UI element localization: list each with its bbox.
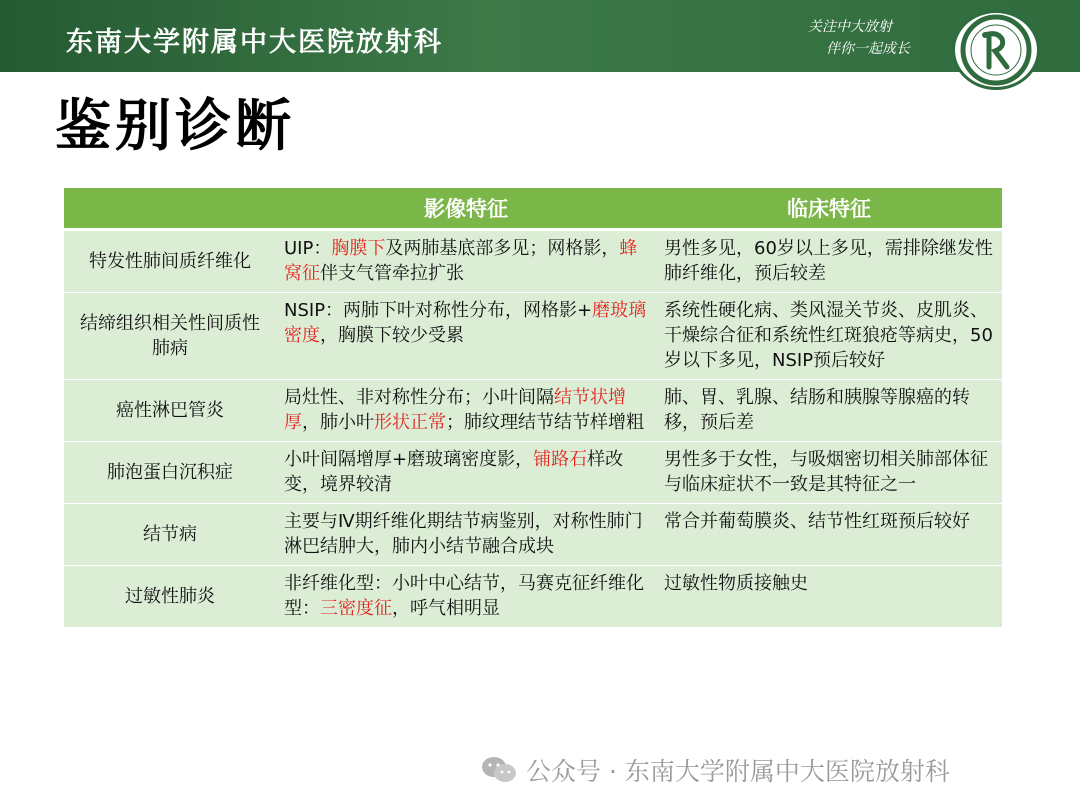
- highlight-text: 形状正常: [374, 412, 446, 433]
- disease-name: 癌性淋巴管炎: [64, 380, 276, 442]
- imaging-features: [276, 442, 656, 504]
- page-title: 鉴别诊断: [55, 94, 295, 159]
- highlight-text: 蜂窝征: [284, 238, 638, 284]
- footer-text: 公众号 · 东南大学附属中大医院放射科: [526, 757, 950, 786]
- disease-name: 特发性肺间质纤维化: [64, 230, 276, 293]
- header-bar: [0, 0, 1080, 72]
- clinical-features: 常合并葡萄膜炎、结节性红斑预后较好: [656, 504, 1002, 566]
- clinical-features: 系统性硬化病、类风湿关节炎、皮肌炎、干燥综合征和系统性红斑狼疮等病史，50岁以下多见，NSIP预后较好: [656, 293, 1002, 380]
- table-row: [64, 380, 1002, 442]
- disease-name: 过敏性肺炎: [64, 566, 276, 628]
- table-row: [64, 293, 1002, 380]
- clinical-features: 肺、胃、乳腺、结肠和胰腺等腺癌的转移，预后差: [656, 380, 1002, 442]
- table-row: [64, 566, 1002, 628]
- plain-text: ，胸膜下较少受累: [320, 325, 464, 346]
- hospital-logo-icon: [952, 10, 1040, 90]
- plain-text: ，呼气相明显: [392, 598, 500, 619]
- highlight-text: 铺路石: [533, 449, 588, 470]
- table-row: [64, 230, 1002, 293]
- imaging-features: [276, 293, 656, 380]
- disease-name: 结缔组织相关性间质性肺病: [64, 293, 276, 380]
- differential-diagnosis-table: [64, 188, 1002, 628]
- plain-text: NSIP：两肺下叶对称性分布，网格影+: [284, 300, 593, 321]
- wechat-icon: [480, 754, 518, 786]
- slogan: [808, 16, 910, 60]
- header-clinical: 临床特征: [656, 188, 1002, 230]
- plain-text: 非纤维化型：小叶中心结节，马赛克征纤维化型：: [284, 573, 644, 619]
- table-header-row: [64, 188, 1002, 230]
- imaging-features: [276, 566, 656, 628]
- plain-text: 局灶性、非对称性分布；小叶间隔: [284, 387, 554, 408]
- table-row: [64, 504, 1002, 566]
- header-imaging: 影像特征: [276, 188, 656, 230]
- clinical-features: 男性多于女性，与吸烟密切相关肺部体征与临床症状不一致是其特征之一: [656, 442, 1002, 504]
- clinical-features: 过敏性物质接触史: [656, 566, 1002, 628]
- disease-name: 肺泡蛋白沉积症: [64, 442, 276, 504]
- highlight-text: 结节状增厚: [284, 387, 626, 433]
- imaging-features: [276, 380, 656, 442]
- clinical-features: 男性多见，60岁以上多见，需排除继发性肺纤维化，预后较差: [656, 230, 1002, 293]
- imaging-features: [276, 230, 656, 293]
- highlight-text: 胸膜下: [331, 238, 386, 259]
- plain-text: 样改变，境界较清: [284, 449, 624, 495]
- plain-text: ；肺纹理结节结节样增粗: [446, 412, 644, 433]
- header-empty: [64, 188, 276, 230]
- plain-text: 及两肺基底部多见；网格影，: [385, 238, 620, 259]
- department-name: 东南大学附属中大医院放射科: [66, 27, 443, 58]
- plain-text: 主要与Ⅳ期纤维化期结节病鉴别，对称性肺门淋巴结肿大，肺内小结节融合成块: [284, 511, 643, 557]
- slogan-line-1: 关注中大放射: [808, 19, 892, 35]
- plain-text: ，肺小叶: [302, 412, 374, 433]
- footer-watermark: [480, 752, 950, 788]
- highlight-text: 三密度征: [320, 598, 392, 619]
- disease-name: 结节病: [64, 504, 276, 566]
- plain-text: 小叶间隔增厚+磨玻璃密度影，: [284, 449, 534, 470]
- highlight-text: 磨玻璃密度: [284, 300, 647, 346]
- slogan-line-2: 伴你一起成长: [826, 41, 910, 57]
- plain-text: 伴支气管牵拉扩张: [320, 263, 464, 284]
- imaging-features: [276, 504, 656, 566]
- table-row: [64, 442, 1002, 504]
- plain-text: UIP：: [284, 238, 332, 259]
